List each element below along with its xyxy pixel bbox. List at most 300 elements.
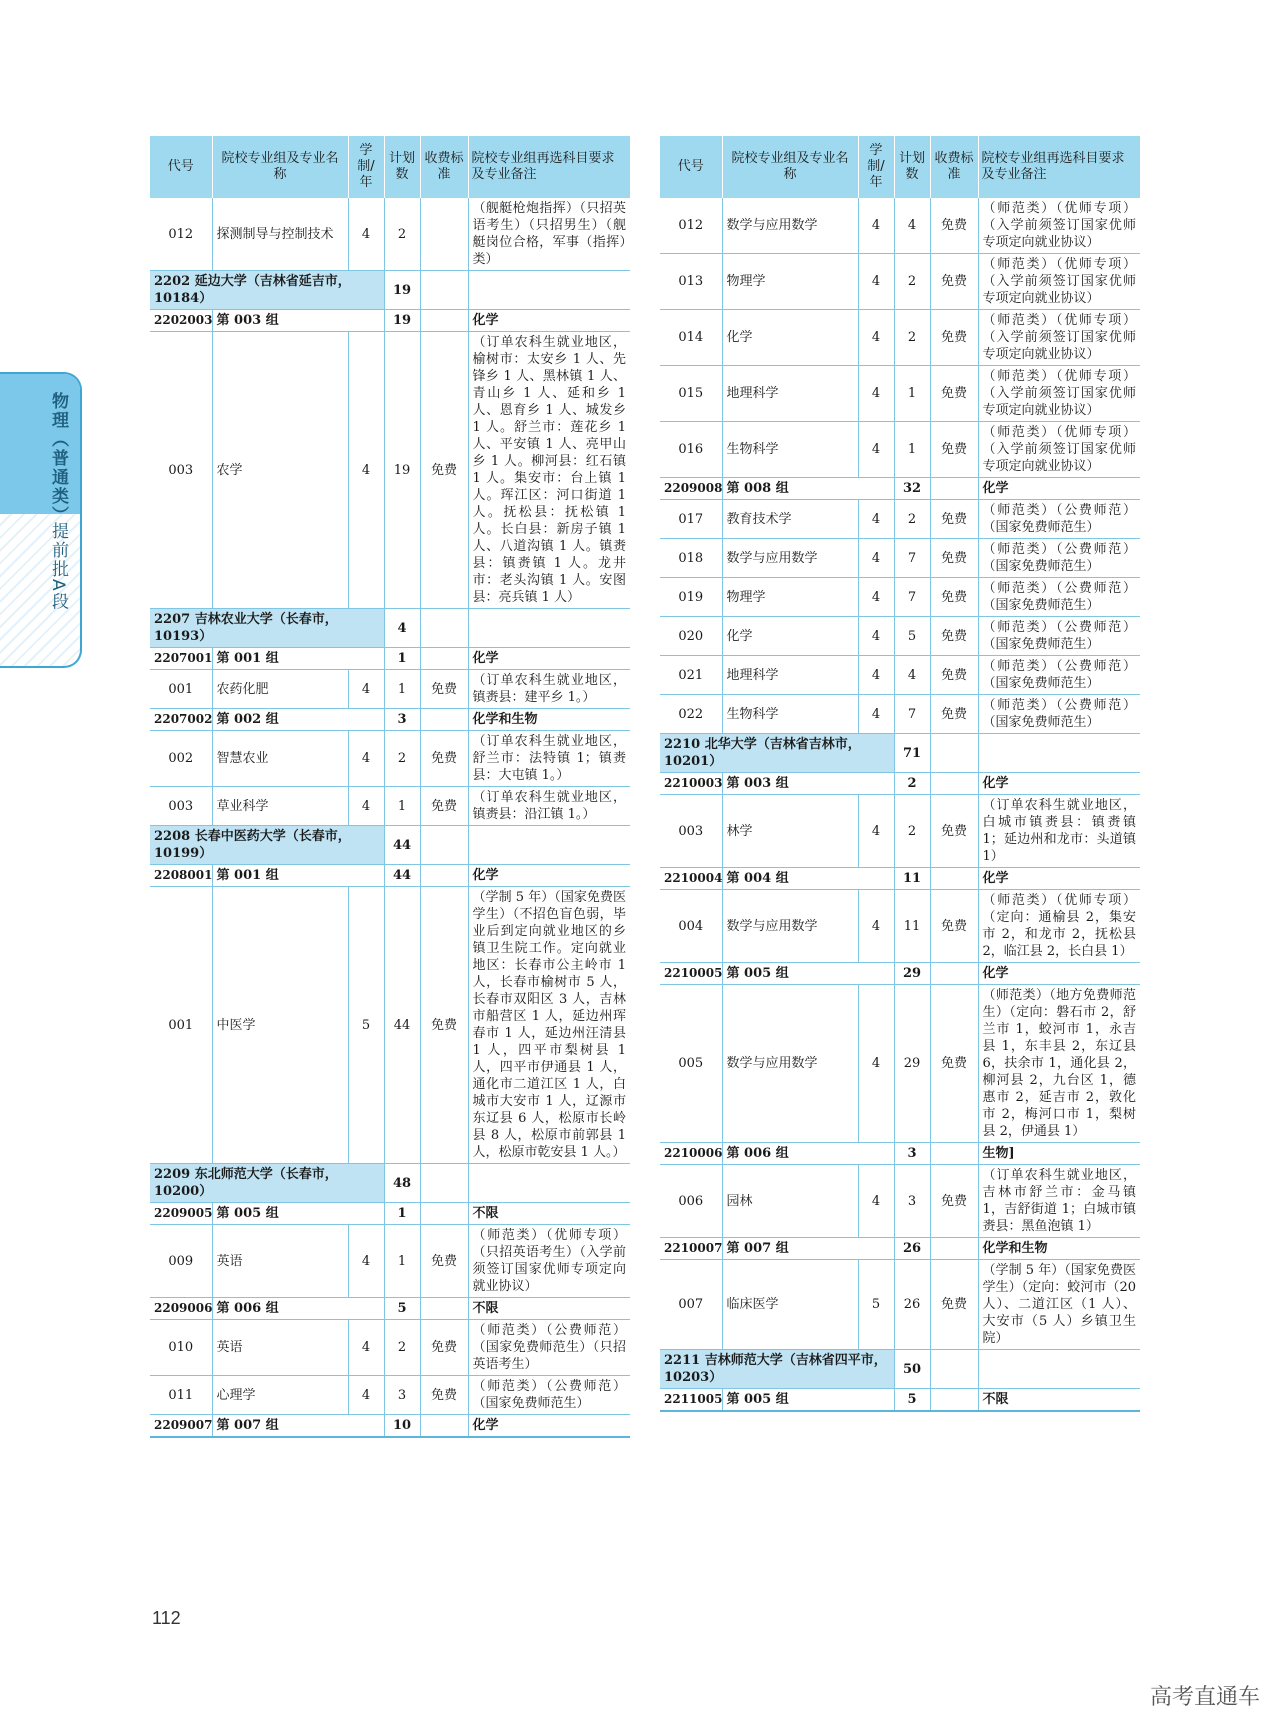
fee-cell	[930, 963, 978, 985]
major-row	[660, 254, 1140, 310]
major-name: 生物科学	[722, 422, 858, 478]
major-code: 012	[150, 198, 212, 271]
study-years: 4	[858, 985, 894, 1143]
group-name: 第 008 组	[722, 478, 894, 500]
group-row	[660, 1389, 1140, 1412]
plan-count: 1	[894, 366, 930, 422]
major-code: 007	[660, 1260, 722, 1350]
group-name: 第 003 组	[722, 773, 894, 795]
study-years: 4	[858, 422, 894, 478]
major-note: （师范类）（地方免费师范生）（定向：磐石市 2，舒兰市 1，蛟河市 1，永吉县 1，东丰县 2，东辽县 6，扶余市 1，通化县 2，柳河县 2，九台区 1，德惠市 2，延吉市 2，敦化市 2，梅河口市 1，梨树县 2，伊通县 1）	[978, 985, 1140, 1143]
university-name: 2210 北华大学（吉林省吉林市，10201）	[660, 734, 894, 773]
col-header-name: 院校专业组及专业名称	[722, 136, 858, 198]
plan-count: 26	[894, 1238, 930, 1260]
subject-requirement: 化学	[468, 865, 630, 887]
col-header-plan: 计划数	[384, 136, 420, 198]
plan-count: 3	[894, 1165, 930, 1238]
plan-count: 4	[894, 656, 930, 695]
fee-standard: 免费	[420, 670, 468, 709]
major-note: （师范类）（公费师范）（国家免费师范生）	[978, 695, 1140, 734]
fee-standard: 免费	[930, 198, 978, 254]
plan-count: 11	[894, 868, 930, 890]
major-row	[660, 795, 1140, 868]
col-header-note: 院校专业组再选科目要求及专业备注	[978, 136, 1140, 198]
major-note: （师范类）（公费师范）（国家免费师范生）（只招英语考生）	[468, 1320, 630, 1376]
col-header-years: 学制/年	[348, 136, 384, 198]
plan-count: 7	[894, 539, 930, 578]
plan-count: 1	[384, 787, 420, 826]
university-row	[150, 1164, 630, 1203]
plan-count: 3	[894, 1143, 930, 1165]
major-row	[660, 422, 1140, 478]
study-years: 4	[348, 198, 384, 271]
plan-count: 2	[894, 795, 930, 868]
major-row	[150, 670, 630, 709]
col-header-fee: 收费标准	[420, 136, 468, 198]
plan-count: 29	[894, 985, 930, 1143]
major-name: 教育技术学	[722, 500, 858, 539]
major-code: 014	[660, 310, 722, 366]
fee-standard: 免费	[930, 500, 978, 539]
plan-count: 32	[894, 478, 930, 500]
group-name: 第 005 组	[722, 963, 894, 985]
plan-count: 4	[894, 198, 930, 254]
major-name: 数学与应用数学	[722, 539, 858, 578]
group-name: 第 004 组	[722, 868, 894, 890]
university-name: 2208 长春中医药大学（长春市，10199）	[150, 826, 384, 865]
plan-count: 11	[894, 890, 930, 963]
admission-table-right	[660, 136, 1140, 1412]
plan-count: 50	[894, 1350, 930, 1389]
fee-standard: 免费	[930, 656, 978, 695]
fee-standard: 免费	[420, 887, 468, 1164]
group-code: 2209008	[660, 478, 722, 500]
major-row	[660, 366, 1140, 422]
subject-requirement: 化学	[978, 963, 1140, 985]
major-name: 智慧农业	[212, 731, 348, 787]
study-years: 4	[858, 1165, 894, 1238]
plan-count: 48	[384, 1164, 420, 1203]
major-row	[660, 539, 1140, 578]
group-row	[150, 310, 630, 332]
group-name: 第 006 组	[212, 1298, 384, 1320]
university-row	[150, 609, 630, 648]
major-row	[150, 731, 630, 787]
major-name: 地理科学	[722, 366, 858, 422]
university-name: 2209 东北师范大学（长春市，10200）	[150, 1164, 384, 1203]
fee-cell	[420, 609, 468, 648]
group-row	[150, 1298, 630, 1320]
plan-count: 2	[894, 310, 930, 366]
fee-standard: 免费	[420, 1225, 468, 1298]
plan-count: 1	[894, 422, 930, 478]
fee-standard: 免费	[420, 332, 468, 609]
major-row	[660, 890, 1140, 963]
col-header-years: 学制/年	[858, 136, 894, 198]
subject-requirement: 化学和生物	[978, 1238, 1140, 1260]
major-name: 地理科学	[722, 656, 858, 695]
plan-count: 3	[384, 1376, 420, 1415]
col-header-note: 院校专业组再选科目要求及专业备注	[468, 136, 630, 198]
study-years: 5	[348, 887, 384, 1164]
fee-standard: 免费	[930, 985, 978, 1143]
plan-count: 2	[384, 731, 420, 787]
major-code: 011	[150, 1376, 212, 1415]
study-years: 4	[348, 670, 384, 709]
group-row	[660, 773, 1140, 795]
major-note: （师范类）（优师专项）（入学前须签订国家优师专项定向就业协议）	[978, 366, 1140, 422]
fee-cell	[420, 826, 468, 865]
major-name: 中医学	[212, 887, 348, 1164]
fee-cell	[930, 1389, 978, 1412]
subject-requirement: 化学	[978, 773, 1140, 795]
major-note: （舰艇枪炮指挥）（只招英语考生）（只招男生）（舰艇岗位合格，军事（指挥）类）	[468, 198, 630, 271]
major-row	[150, 332, 630, 609]
major-row	[660, 617, 1140, 656]
major-code: 010	[150, 1320, 212, 1376]
major-row	[660, 310, 1140, 366]
fee-standard: 免费	[930, 795, 978, 868]
major-name: 化学	[722, 310, 858, 366]
study-years: 4	[858, 578, 894, 617]
group-name: 第 001 组	[212, 865, 384, 887]
group-code: 2207002	[150, 709, 212, 731]
group-code: 2210004	[660, 868, 722, 890]
plan-count: 5	[894, 617, 930, 656]
major-code: 005	[660, 985, 722, 1143]
major-code: 002	[150, 731, 212, 787]
note-cell	[468, 1164, 630, 1203]
major-code: 013	[660, 254, 722, 310]
major-note: （学制 5 年）（国家免费医学生）（定向：蛟河市（20 人）、二道江区（1 人）、大安市（5 人）乡镇卫生院）	[978, 1260, 1140, 1350]
group-name: 第 007 组	[212, 1415, 384, 1438]
fee-standard: 免费	[930, 617, 978, 656]
group-name: 第 002 组	[212, 709, 384, 731]
side-tab-primary: 物理（普通类）	[48, 392, 68, 525]
major-row	[660, 656, 1140, 695]
plan-count: 26	[894, 1260, 930, 1350]
note-cell	[468, 271, 630, 310]
plan-count: 2	[894, 254, 930, 310]
fee-standard: 免费	[930, 695, 978, 734]
side-tab-secondary: 提前批A段	[48, 522, 68, 612]
col-header-name: 院校专业组及专业名称	[212, 136, 348, 198]
note-cell	[468, 826, 630, 865]
group-name: 第 007 组	[722, 1238, 894, 1260]
fee-standard: 免费	[930, 254, 978, 310]
study-years: 4	[858, 539, 894, 578]
major-name: 草业科学	[212, 787, 348, 826]
fee-cell	[420, 1298, 468, 1320]
study-years: 4	[348, 1225, 384, 1298]
page-number: 112	[152, 1608, 181, 1628]
major-code: 015	[660, 366, 722, 422]
group-row	[660, 478, 1140, 500]
major-note: （师范类）（公费师范）（国家免费师范生）	[468, 1376, 630, 1415]
study-years: 4	[348, 787, 384, 826]
fee-cell	[420, 1415, 468, 1438]
note-cell	[468, 609, 630, 648]
col-header-plan: 计划数	[894, 136, 930, 198]
plan-count: 4	[384, 609, 420, 648]
fee-standard: 免费	[420, 731, 468, 787]
major-name: 数学与应用数学	[722, 890, 858, 963]
plan-count: 2	[894, 773, 930, 795]
major-row	[660, 1260, 1140, 1350]
major-note: （订单农科生就业地区，镇赉县：沿江镇 1。）	[468, 787, 630, 826]
major-code: 016	[660, 422, 722, 478]
major-note: （师范类）（优师专项）（入学前须签订国家优师专项定向就业协议）	[978, 254, 1140, 310]
major-code: 012	[660, 198, 722, 254]
major-code: 021	[660, 656, 722, 695]
plan-count: 1	[384, 670, 420, 709]
study-years: 4	[348, 1320, 384, 1376]
subject-requirement: 化学	[978, 478, 1140, 500]
fee-cell	[930, 1238, 978, 1260]
major-row	[150, 1320, 630, 1376]
plan-count: 5	[384, 1298, 420, 1320]
major-note: （订单农科生就业地区，白城市镇赉县：镇赉镇 1；延边州和龙市：头道镇 1）	[978, 795, 1140, 868]
university-row	[660, 1350, 1140, 1389]
major-name: 探测制导与控制技术	[212, 198, 348, 271]
fee-standard: 免费	[420, 1376, 468, 1415]
major-name: 生物科学	[722, 695, 858, 734]
fee-cell	[930, 1143, 978, 1165]
fee-standard	[420, 198, 468, 271]
plan-count: 29	[894, 963, 930, 985]
group-row	[660, 868, 1140, 890]
group-code: 2211005	[660, 1389, 722, 1412]
plan-count: 44	[384, 826, 420, 865]
group-name: 第 006 组	[722, 1143, 894, 1165]
side-section-tab	[0, 372, 82, 668]
plan-count: 10	[384, 1415, 420, 1438]
fee-cell	[420, 310, 468, 332]
plan-count: 5	[894, 1389, 930, 1412]
group-code: 2209005	[150, 1203, 212, 1225]
fee-standard: 免费	[930, 1260, 978, 1350]
subject-requirement: 不限	[468, 1203, 630, 1225]
group-row	[150, 865, 630, 887]
study-years: 4	[858, 500, 894, 539]
major-name: 农药化肥	[212, 670, 348, 709]
fee-standard: 免费	[930, 310, 978, 366]
fee-standard: 免费	[930, 539, 978, 578]
subject-requirement: 化学	[468, 1415, 630, 1438]
fee-cell	[420, 648, 468, 670]
fee-cell	[420, 1203, 468, 1225]
plan-count: 1	[384, 648, 420, 670]
fee-standard: 免费	[930, 578, 978, 617]
major-note: （师范类）（优师专项）（入学前须签订国家优师专项定向就业协议）	[978, 198, 1140, 254]
study-years: 4	[858, 617, 894, 656]
group-row	[150, 709, 630, 731]
subject-requirement: 化学和生物	[468, 709, 630, 731]
fee-cell	[930, 734, 978, 773]
plan-count: 19	[384, 332, 420, 609]
group-row	[660, 1143, 1140, 1165]
major-note: （师范类）（优师专项）（定向：通榆县 2，集安市 2，和龙市 2，抚松县 2，临江县 2，长白县 1）	[978, 890, 1140, 963]
major-note: （学制 5 年）（国家免费医学生）（不招色盲色弱，毕业后到定向就业地区的乡镇卫生院工作。定向就业地区：长春市公主岭市 1 人，长春市榆树市 5 人，长春市双阳区 3 人，吉林市船营区 1 人，延边州珲春市 1 人，延边州汪清县 1 人，四平市梨树县 1 人，四平市伊通县 1 人，通化市二道江区 1 人，白城市大安市 1 人，辽源市东辽县 6 人，松原市长岭县 8 人，松原市前郭县 1 人，松原市乾安县 1 人。）	[468, 887, 630, 1164]
study-years: 4	[858, 198, 894, 254]
study-years: 4	[348, 731, 384, 787]
subject-requirement: 化学	[468, 648, 630, 670]
group-row	[660, 963, 1140, 985]
subject-requirement: 不限	[978, 1389, 1140, 1412]
plan-count: 44	[384, 887, 420, 1164]
university-row	[660, 734, 1140, 773]
major-name: 临床医学	[722, 1260, 858, 1350]
major-name: 心理学	[212, 1376, 348, 1415]
major-code: 020	[660, 617, 722, 656]
major-code: 019	[660, 578, 722, 617]
major-note: （订单农科生就业地区，吉林市舒兰市：金马镇 1，吉舒街道 1；白城市镇赉县：黑鱼泡镇 1）	[978, 1165, 1140, 1238]
major-code: 003	[150, 332, 212, 609]
group-code: 2209006	[150, 1298, 212, 1320]
major-row	[150, 887, 630, 1164]
major-name: 数学与应用数学	[722, 985, 858, 1143]
study-years: 4	[858, 366, 894, 422]
major-name: 农学	[212, 332, 348, 609]
major-code: 022	[660, 695, 722, 734]
major-note: （师范类）（优师专项）（入学前须签订国家优师专项定向就业协议）	[978, 422, 1140, 478]
fee-cell	[420, 1164, 468, 1203]
study-years: 4	[858, 254, 894, 310]
major-note: （师范类）（优师专项）（只招英语考生）（入学前须签订国家优师专项定向就业协议）	[468, 1225, 630, 1298]
university-name: 2211 吉林师范大学（吉林省四平市，10203）	[660, 1350, 894, 1389]
group-row	[150, 648, 630, 670]
major-code: 009	[150, 1225, 212, 1298]
major-code: 006	[660, 1165, 722, 1238]
plan-count: 71	[894, 734, 930, 773]
university-row	[150, 271, 630, 310]
plan-count: 19	[384, 310, 420, 332]
plan-count: 7	[894, 578, 930, 617]
major-name: 物理学	[722, 254, 858, 310]
major-code: 003	[660, 795, 722, 868]
major-row	[150, 1225, 630, 1298]
major-name: 化学	[722, 617, 858, 656]
major-note: （订单农科生就业地区，榆树市：太安乡 1 人、先锋乡 1 人、黑林镇 1 人、青山乡 1 人、延和乡 1 人、恩育乡 1 人、城发乡 1 人。舒兰市：莲花乡 1 人、平安镇 1 人、亮甲山乡 1 人。柳河县：红石镇 1 人。集安市：台上镇 1 人。珲江区：河口街道 1 人。抚松县：抚松镇 1 人。长白县：新房子镇 1 人、八道沟镇 1 人。镇赉县：镇赉镇 1 人。龙井市：老头沟镇 1 人。安图县：亮兵镇 1 人）	[468, 332, 630, 609]
university-row	[150, 826, 630, 865]
subject-requirement: 化学	[468, 310, 630, 332]
major-note: （订单农科生就业地区，镇赉县：建平乡 1。）	[468, 670, 630, 709]
group-row	[150, 1415, 630, 1438]
group-name: 第 005 组	[212, 1203, 384, 1225]
table-header-row	[150, 136, 630, 198]
major-note: （师范类）（优师专项）（入学前须签订国家优师专项定向就业协议）	[978, 310, 1140, 366]
group-code: 2210005	[660, 963, 722, 985]
major-row	[150, 1376, 630, 1415]
plan-count: 19	[384, 271, 420, 310]
group-row	[150, 1203, 630, 1225]
major-note: （师范类）（公费师范）（国家免费师范生）	[978, 578, 1140, 617]
major-row	[660, 1165, 1140, 1238]
fee-cell	[420, 709, 468, 731]
major-name: 园林	[722, 1165, 858, 1238]
group-code: 2210003	[660, 773, 722, 795]
subject-requirement: 化学	[978, 868, 1140, 890]
major-code: 004	[660, 890, 722, 963]
major-row	[660, 500, 1140, 539]
study-years: 4	[858, 310, 894, 366]
fee-standard: 免费	[930, 366, 978, 422]
group-code: 2207001	[150, 648, 212, 670]
group-code: 2210006	[660, 1143, 722, 1165]
col-header-code: 代号	[150, 136, 212, 198]
major-note: （师范类）（公费师范）（国家免费师范生）	[978, 500, 1140, 539]
major-code: 001	[150, 670, 212, 709]
major-code: 017	[660, 500, 722, 539]
col-header-fee: 收费标准	[930, 136, 978, 198]
fee-standard: 免费	[930, 422, 978, 478]
major-name: 英语	[212, 1225, 348, 1298]
group-name: 第 005 组	[722, 1389, 894, 1412]
university-name: 2207 吉林农业大学（长春市，10193）	[150, 609, 384, 648]
major-note: （师范类）（公费师范）（国家免费师范生）	[978, 539, 1140, 578]
major-row	[660, 985, 1140, 1143]
fee-cell	[420, 271, 468, 310]
subject-requirement: 生物]	[978, 1143, 1140, 1165]
major-row	[150, 198, 630, 271]
major-name: 林学	[722, 795, 858, 868]
watermark-text: 高考直通车	[1149, 1685, 1260, 1710]
study-years: 4	[348, 1376, 384, 1415]
fee-cell	[930, 478, 978, 500]
note-cell	[978, 734, 1140, 773]
major-code: 003	[150, 787, 212, 826]
note-cell	[978, 1350, 1140, 1389]
major-name: 英语	[212, 1320, 348, 1376]
major-row	[660, 578, 1140, 617]
table-header-row	[660, 136, 1140, 198]
major-row	[150, 787, 630, 826]
subject-requirement: 不限	[468, 1298, 630, 1320]
study-years: 5	[858, 1260, 894, 1350]
major-note: （师范类）（公费师范）（国家免费师范生）	[978, 656, 1140, 695]
study-years: 4	[858, 890, 894, 963]
fee-standard: 免费	[420, 1320, 468, 1376]
major-name: 物理学	[722, 578, 858, 617]
plan-count: 1	[384, 1225, 420, 1298]
plan-count: 2	[384, 198, 420, 271]
fee-standard: 免费	[930, 1165, 978, 1238]
group-code: 2202003	[150, 310, 212, 332]
fee-cell	[930, 1350, 978, 1389]
major-row	[660, 198, 1140, 254]
group-code: 2210007	[660, 1238, 722, 1260]
plan-count: 7	[894, 695, 930, 734]
group-row	[660, 1238, 1140, 1260]
study-years: 4	[858, 795, 894, 868]
plan-count: 2	[894, 500, 930, 539]
major-code: 018	[660, 539, 722, 578]
group-code: 2209007	[150, 1415, 212, 1438]
group-name: 第 003 组	[212, 310, 384, 332]
fee-standard: 免费	[930, 890, 978, 963]
major-code: 001	[150, 887, 212, 1164]
fee-cell	[420, 865, 468, 887]
major-row	[660, 695, 1140, 734]
plan-count: 3	[384, 709, 420, 731]
study-years: 4	[348, 332, 384, 609]
col-header-code: 代号	[660, 136, 722, 198]
major-name: 数学与应用数学	[722, 198, 858, 254]
study-years: 4	[858, 656, 894, 695]
major-note: （订单农科生就业地区，舒兰市：法特镇 1；镇赉县：大屯镇 1。）	[468, 731, 630, 787]
major-note: （师范类）（公费师范）（国家免费师范生）	[978, 617, 1140, 656]
fee-standard: 免费	[420, 787, 468, 826]
